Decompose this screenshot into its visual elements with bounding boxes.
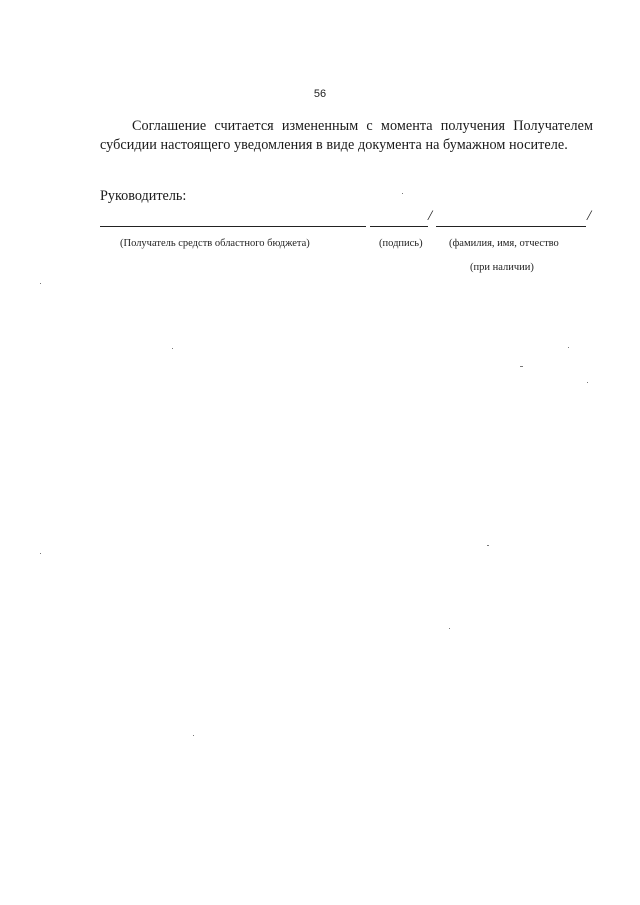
scan-speck [568,347,569,348]
scan-speck [587,382,588,383]
scan-speck [172,348,173,349]
scan-speck [487,545,489,546]
scan-speck [40,283,41,284]
full-name-caption-line-1: (фамилия, имя, отчество [449,238,559,249]
separator-slash-1: / [428,208,433,224]
body-paragraph [100,117,593,155]
full-name-caption-line-2: (при наличии) [470,262,534,273]
recipient-underline [100,226,366,227]
paragraph-line-2: субсидии настоящего уведомления в виде документа на бумажном носителе. [100,137,568,153]
scan-speck [193,735,194,736]
recipient-caption: (Получатель средств областного бюджета) [120,238,310,249]
signature-caption: (подпись) [379,238,423,249]
page-number: 56 [313,88,327,100]
scan-speck [402,193,403,194]
name-underline [436,226,586,227]
scan-speck [40,553,41,554]
separator-slash-2: / [587,208,592,224]
paragraph-line-1: Соглашение считается измененным с момента получения Получателем [132,118,593,134]
scan-speck [449,628,450,629]
scan-speck [520,366,523,367]
head-label: Руководитель: [100,188,187,204]
signature-underline [370,226,428,227]
